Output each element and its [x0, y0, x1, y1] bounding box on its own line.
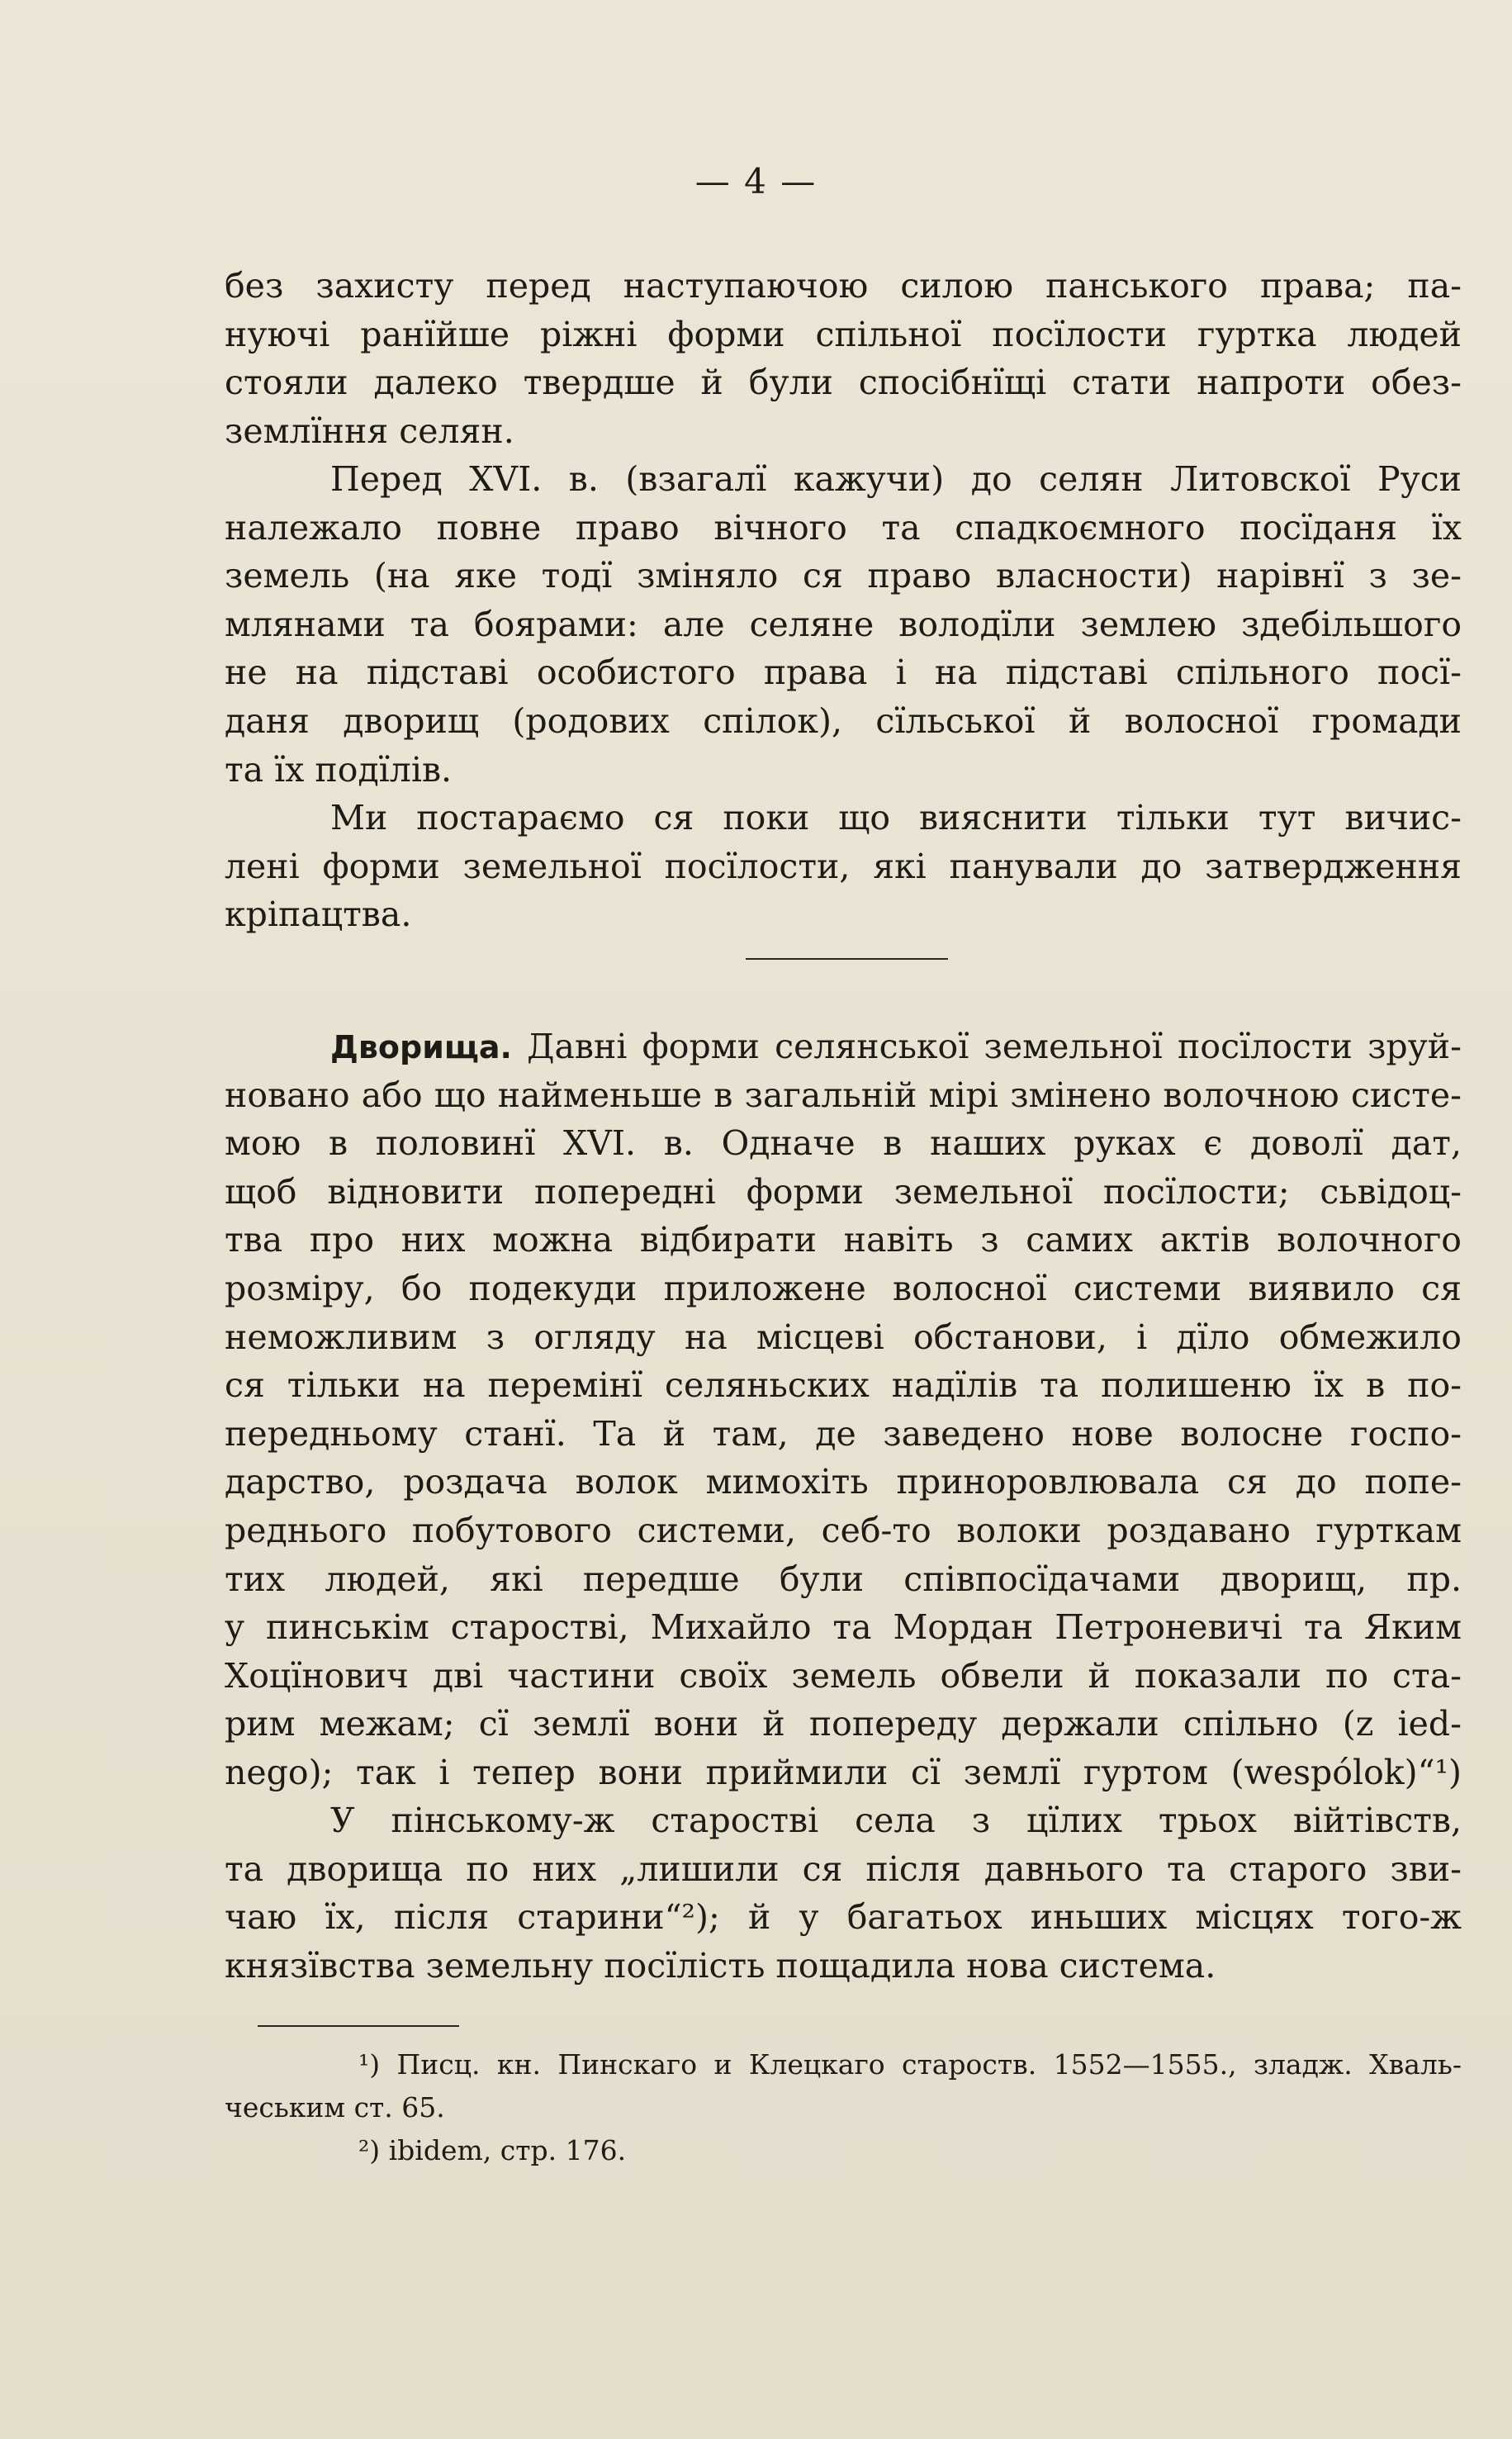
text-line: землїння селян.: [225, 410, 514, 451]
text-line: передньому станї. Та й там, де заведено нове волосне госпо-: [225, 1413, 1462, 1454]
text-line: належало повне право вічного та спадкоємного посїданя їх: [225, 507, 1462, 548]
section-divider: [746, 958, 948, 960]
text-line: реднього побутового системи, себ-то волоки роздавано гурткам: [225, 1510, 1462, 1550]
text-line: не на підставі особистого права і на підставі спільного посї-: [225, 652, 1462, 693]
text-line: щоб відновити попередні форми земельної посїлости; сьвідоц-: [225, 1171, 1462, 1212]
text-line: князївства земельну посїлість пощадила нова система.: [225, 1945, 1216, 1986]
text-line: ся тільки на перемінї селяньских надїлів та полишеню їх в по-: [225, 1365, 1462, 1406]
text-line: Перед XVI. в. (взагалї кажучи) до селян Литовскої Руси: [330, 459, 1462, 499]
paragraph-3: [225, 794, 1462, 939]
footnote-divider: [258, 2025, 459, 2027]
text-line: без захисту перед наступаючою силою панського права; па-: [225, 266, 1462, 306]
text-line: Ми постараємо ся поки що вияснити тільки тут вичис-: [330, 798, 1462, 838]
text-line: тва про них можна відбирати навіть з самих актів волочного: [225, 1220, 1462, 1260]
text-line: чаю їх, після старини“²); й у багатьох иньших місцях того-ж: [225, 1897, 1462, 1938]
footnotes: [225, 2043, 1462, 2172]
text-line: новано або що найменьше в загальній мірі змінено волочною систе-: [225, 1075, 1462, 1115]
text-line: nego); так і тепер вони приймили сї землї гуртом (wespólok)“¹): [225, 1752, 1462, 1792]
text-line: кріпацтва.: [225, 894, 412, 935]
text-line: млянами та боярами: але селяне володїли землею здебільшого: [225, 604, 1462, 644]
text-line: Хоцїнович дві частини своїх земель обвели й показали по ста-: [225, 1655, 1462, 1696]
page-number: — 4 —: [694, 161, 818, 202]
text-line: стояли далеко твердше й були спосібнїщі стати напроти обез-: [225, 363, 1462, 403]
footnote-2: ²) ibidem, стр. 176.: [358, 2134, 627, 2166]
section-dvoryshcha: [225, 1023, 1462, 1797]
text-line: розміру, бо подекуди приложене волосної системи виявило ся: [225, 1268, 1462, 1308]
section-first-line: [225, 1023, 1462, 1071]
footnote-1-continuation: чеським ст. 65.: [225, 2091, 445, 2123]
section-heading: Дворища.: [330, 1029, 512, 1065]
text-line: та їх подїлів.: [225, 749, 453, 790]
text-line: у пинськім старостві, Михайло та Мордан Петроневичі та Яким: [225, 1607, 1462, 1648]
text-line: неможливим з огляду на місцеві обстанови, і дїло обмежило: [225, 1317, 1462, 1357]
text-line: мою в половинї XVI. в. Одначе в наших руках є доволї дат,: [225, 1123, 1462, 1164]
paragraph-2: [225, 455, 1462, 794]
text-line: лені форми земельної посїлости, які панували до затвердження: [225, 846, 1462, 886]
text-line: тих людей, які передше були співпосїдачами дворищ, пр.: [225, 1559, 1462, 1599]
text-line: нуючі ранїйше ріжні форми спільної посїлости гуртка людей: [225, 314, 1462, 354]
text-line-rest: Давні форми селянської земельної посїлости зруй-: [527, 1027, 1462, 1066]
text-line: дарство, роздача волок мимохіть приноровлювала ся до попе-: [225, 1462, 1462, 1502]
text-line: У пінському-ж старостві села з цїлих трьох війтівств,: [330, 1801, 1462, 1840]
text-line: земель (на яке тодї зміняло ся право власности) нарівнї з зе-: [225, 556, 1462, 596]
text-line: рим межам; сї землї вони й попереду держали спільно (z ied-: [225, 1704, 1462, 1744]
paragraph-5: [225, 1796, 1462, 1990]
paragraph-1: [225, 262, 1462, 455]
text-line: даня дворищ (родових спілок), сїльської й волосної громади: [225, 700, 1462, 741]
text-line: та дворища по них „лишили ся після давнього та старого зви-: [225, 1848, 1462, 1889]
footnote-1: ¹) Писц. кн. Пинскаго и Клецкаго староств. 1552—1555., зладж. Хваль-: [358, 2048, 1462, 2081]
